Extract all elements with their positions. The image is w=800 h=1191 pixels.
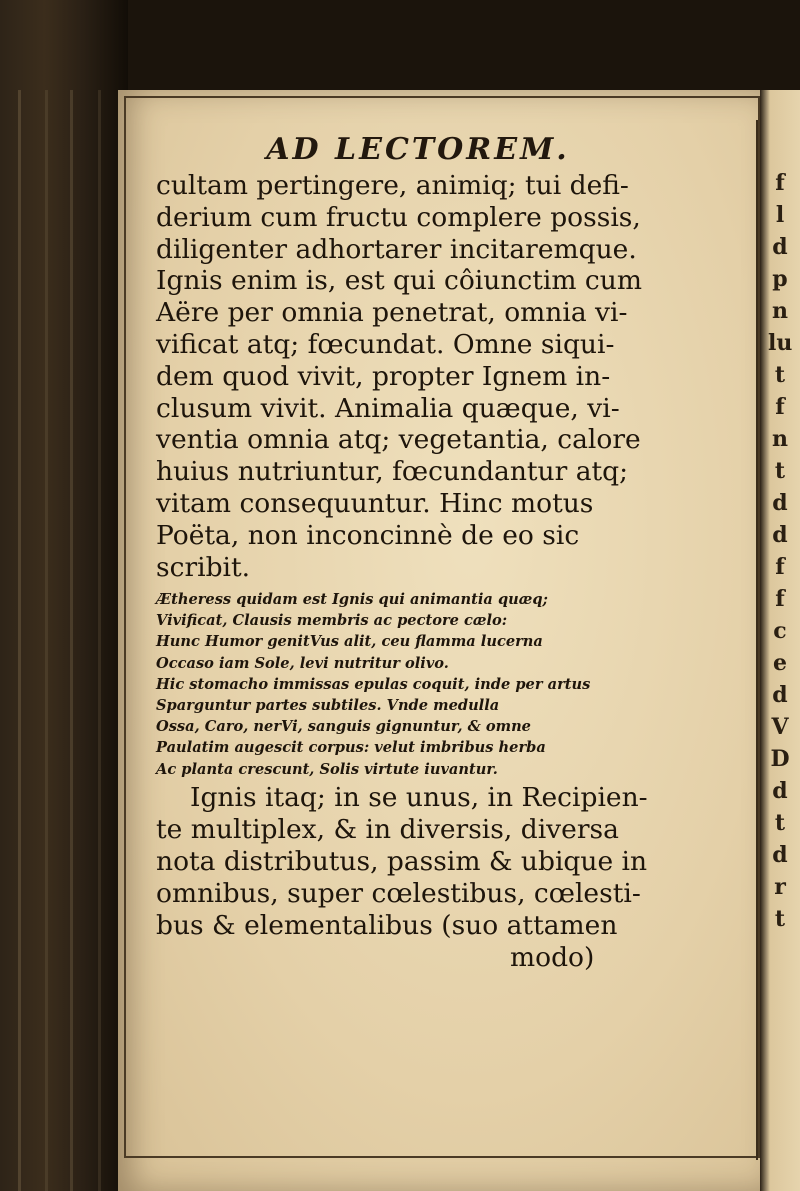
book-page xyxy=(118,90,760,1191)
margin-glyph: n xyxy=(772,298,788,324)
prose-line: vitam consequuntur. Hinc motus xyxy=(156,488,594,519)
verse-line: Vivificat, Clausis membris ac pectore cælo: xyxy=(156,612,508,630)
margin-glyph: D xyxy=(770,746,790,772)
prose-line: huius nutriuntur, fœcundantur atq; xyxy=(156,456,629,488)
margin-glyph: V xyxy=(771,714,789,740)
closing-line: Ignis itaq; in se unus, in Recipien- xyxy=(190,782,648,813)
margin-glyph: t xyxy=(774,906,786,932)
verse-line: Ætheress quidam est Ignis qui animantia quæq; xyxy=(156,591,548,608)
next-page-edge xyxy=(760,90,800,1191)
margin-glyph: f xyxy=(775,554,785,580)
prose-line: clusum vivit. Animalia quæque, vi- xyxy=(156,392,620,424)
prose-line: Poëta, non inconcinnè de eo sic xyxy=(156,519,580,551)
book-binding xyxy=(0,0,128,1191)
prose-line: diligenter adhortarer incitaremque. xyxy=(156,233,637,265)
margin-glyph: t xyxy=(774,458,786,484)
running-title: AD LECTOREM. xyxy=(266,132,570,167)
margin-glyph: n xyxy=(772,426,788,452)
margin-glyph: t xyxy=(774,362,786,388)
verse-line: Hunc Humor genitVus alit, ceu flamma lucerna xyxy=(156,633,543,651)
margin-glyph: p xyxy=(772,266,788,292)
prose-line: Ignis enim is, est qui côiunctim cum xyxy=(156,265,642,297)
binding-stripe xyxy=(98,90,101,1191)
verse-line: Sparguntur partes subtiles. Vnde medulla xyxy=(156,697,500,714)
prose-line: vificat atq; fœcundat. Omne siqui- xyxy=(156,329,615,360)
margin-glyph: f xyxy=(775,394,785,420)
verse-line: Ac planta crescunt, Solis virtute iuvantur. xyxy=(156,760,498,778)
binding-stripe xyxy=(45,90,48,1191)
prose-line: scribit. xyxy=(156,551,251,583)
closing-line: nota distributus, passim & ubique in xyxy=(156,846,648,877)
margin-glyph: c xyxy=(773,618,787,644)
prose-line: Aëre per omnia penetrat, omnia vi- xyxy=(156,297,628,329)
prose-line: cultam pertingere, animiq; tui defi- xyxy=(156,170,629,201)
closing-line: te multiplex, & in diversis, diversa xyxy=(156,814,619,845)
margin-glyph: d xyxy=(772,682,788,708)
margin-glyph: f xyxy=(775,170,785,196)
verse-line: Hic stomacho immissas epulas coquit, inde per artus xyxy=(156,675,591,693)
margin-glyph: d xyxy=(772,842,788,868)
prose-line: derium cum fructu complere possis, xyxy=(156,201,641,233)
margin-glyph: r xyxy=(774,874,786,900)
prose-line: ventia omnia atq; vegetantia, calore xyxy=(156,424,641,456)
closing-line: modo) xyxy=(510,942,595,973)
closing-line: bus & elementalibus (suo attamen xyxy=(156,910,618,941)
margin-glyph: t xyxy=(774,810,786,836)
verse-line: Paulatim augescit corpus: velut imbribus herba xyxy=(156,739,546,757)
verse-line: Occaso iam Sole, levi nutritur olivo. xyxy=(156,654,449,672)
margin-glyph: d xyxy=(772,522,788,548)
margin-glyph: lu xyxy=(768,330,793,356)
column-rule xyxy=(756,120,758,1160)
margin-glyph: d xyxy=(772,490,788,516)
margin-glyph: d xyxy=(772,778,788,804)
binding-stripe xyxy=(18,90,21,1191)
margin-glyph: d xyxy=(772,234,788,260)
prose-line: dem quod vivit, propter Ignem in- xyxy=(156,360,611,392)
binding-stripe xyxy=(70,90,73,1191)
closing-line: omnibus, super cœlestibus, cœlesti- xyxy=(156,878,641,909)
margin-glyph: f xyxy=(775,586,785,612)
margin-glyph: l xyxy=(775,202,785,228)
verse-line: Ossa, Caro, nerVi, sanguis gignuntur, & omne xyxy=(156,718,531,736)
margin-glyph: e xyxy=(773,650,787,676)
